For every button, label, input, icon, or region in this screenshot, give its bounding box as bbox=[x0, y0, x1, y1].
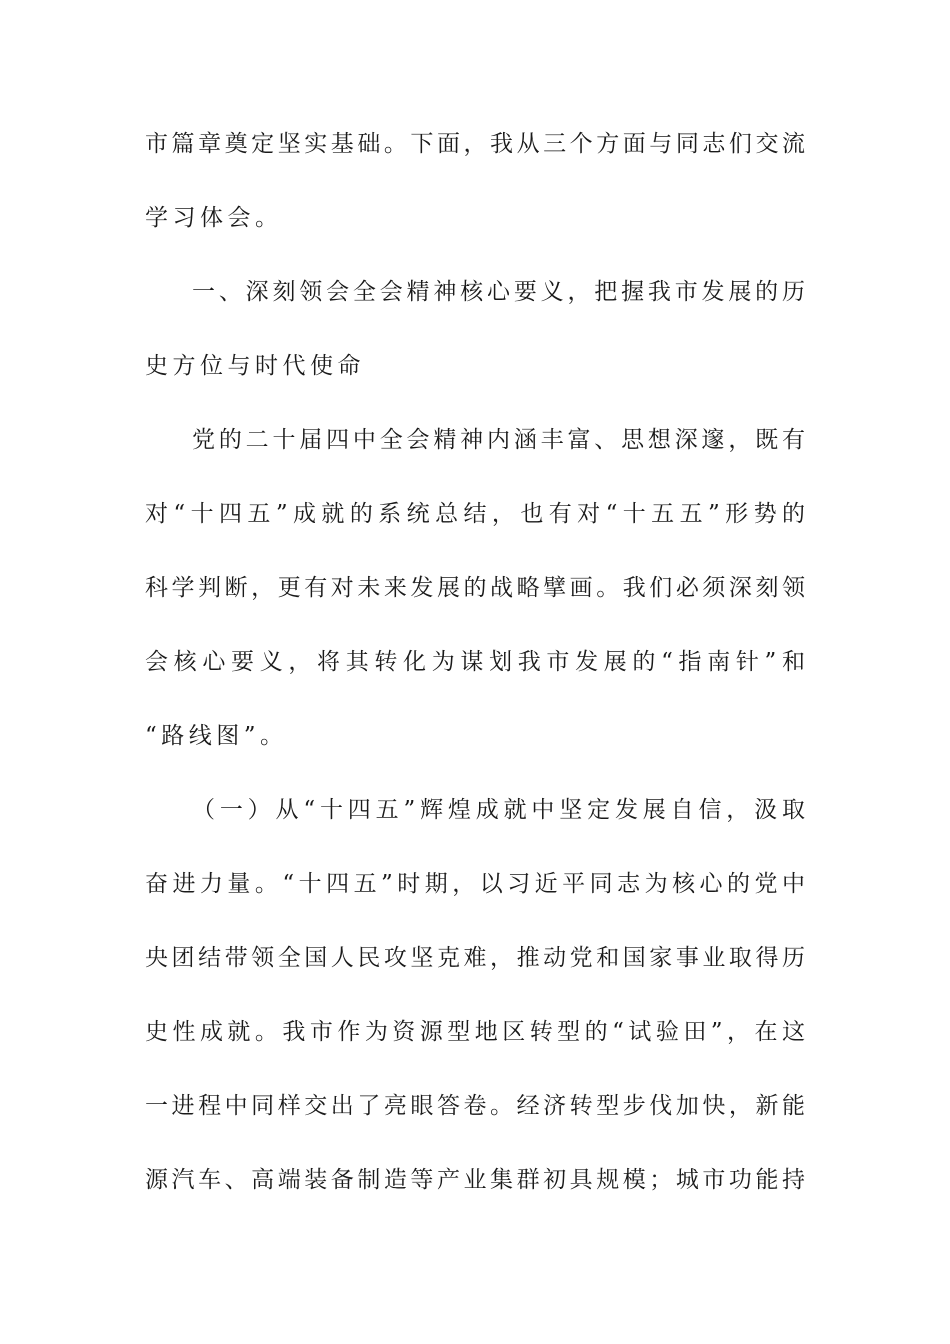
text-line-8: 会核心要义，将其转化为谋划我市发展的“指南针”和 bbox=[145, 649, 805, 675]
document-body bbox=[145, 118, 805, 1228]
text-line-11: 奋进力量。“十四五”时期，以习近平同志为核心的党中 bbox=[145, 871, 805, 897]
text-line-15: 源汽车、高端装备制造等产业集群初具规模；城市功能持 bbox=[145, 1167, 805, 1193]
subsection-line-1: （一）从“十四五”辉煌成就中坚定发展自信，汲取 bbox=[192, 797, 805, 823]
text-line-12: 央团结带领全国人民攻坚克难，推动党和国家事业取得历 bbox=[145, 945, 805, 971]
text-line-6: 对“十四五”成就的系统总结，也有对“十五五”形势的 bbox=[145, 501, 805, 527]
text-line-2: 学习体会。 bbox=[145, 205, 283, 231]
text-line-9: “路线图”。 bbox=[145, 723, 288, 749]
section-heading-line-2: 史方位与时代使命 bbox=[145, 353, 365, 379]
text-line-14: 一进程中同样交出了亮眼答卷。经济转型步伐加快，新能 bbox=[145, 1093, 805, 1119]
section-heading-line-1: 一、深刻领会全会精神核心要义，把握我市发展的历 bbox=[192, 279, 805, 305]
text-line-13: 史性成就。我市作为资源型地区转型的“试验田”，在这 bbox=[145, 1019, 805, 1045]
text-line-7: 科学判断，更有对未来发展的战略擘画。我们必须深刻领 bbox=[145, 575, 805, 601]
text-line-1: 市篇章奠定坚实基础。下面，我从三个方面与同志们交流 bbox=[145, 131, 805, 157]
text-line-5: 党的二十届四中全会精神内涵丰富、思想深邃，既有 bbox=[192, 427, 805, 453]
